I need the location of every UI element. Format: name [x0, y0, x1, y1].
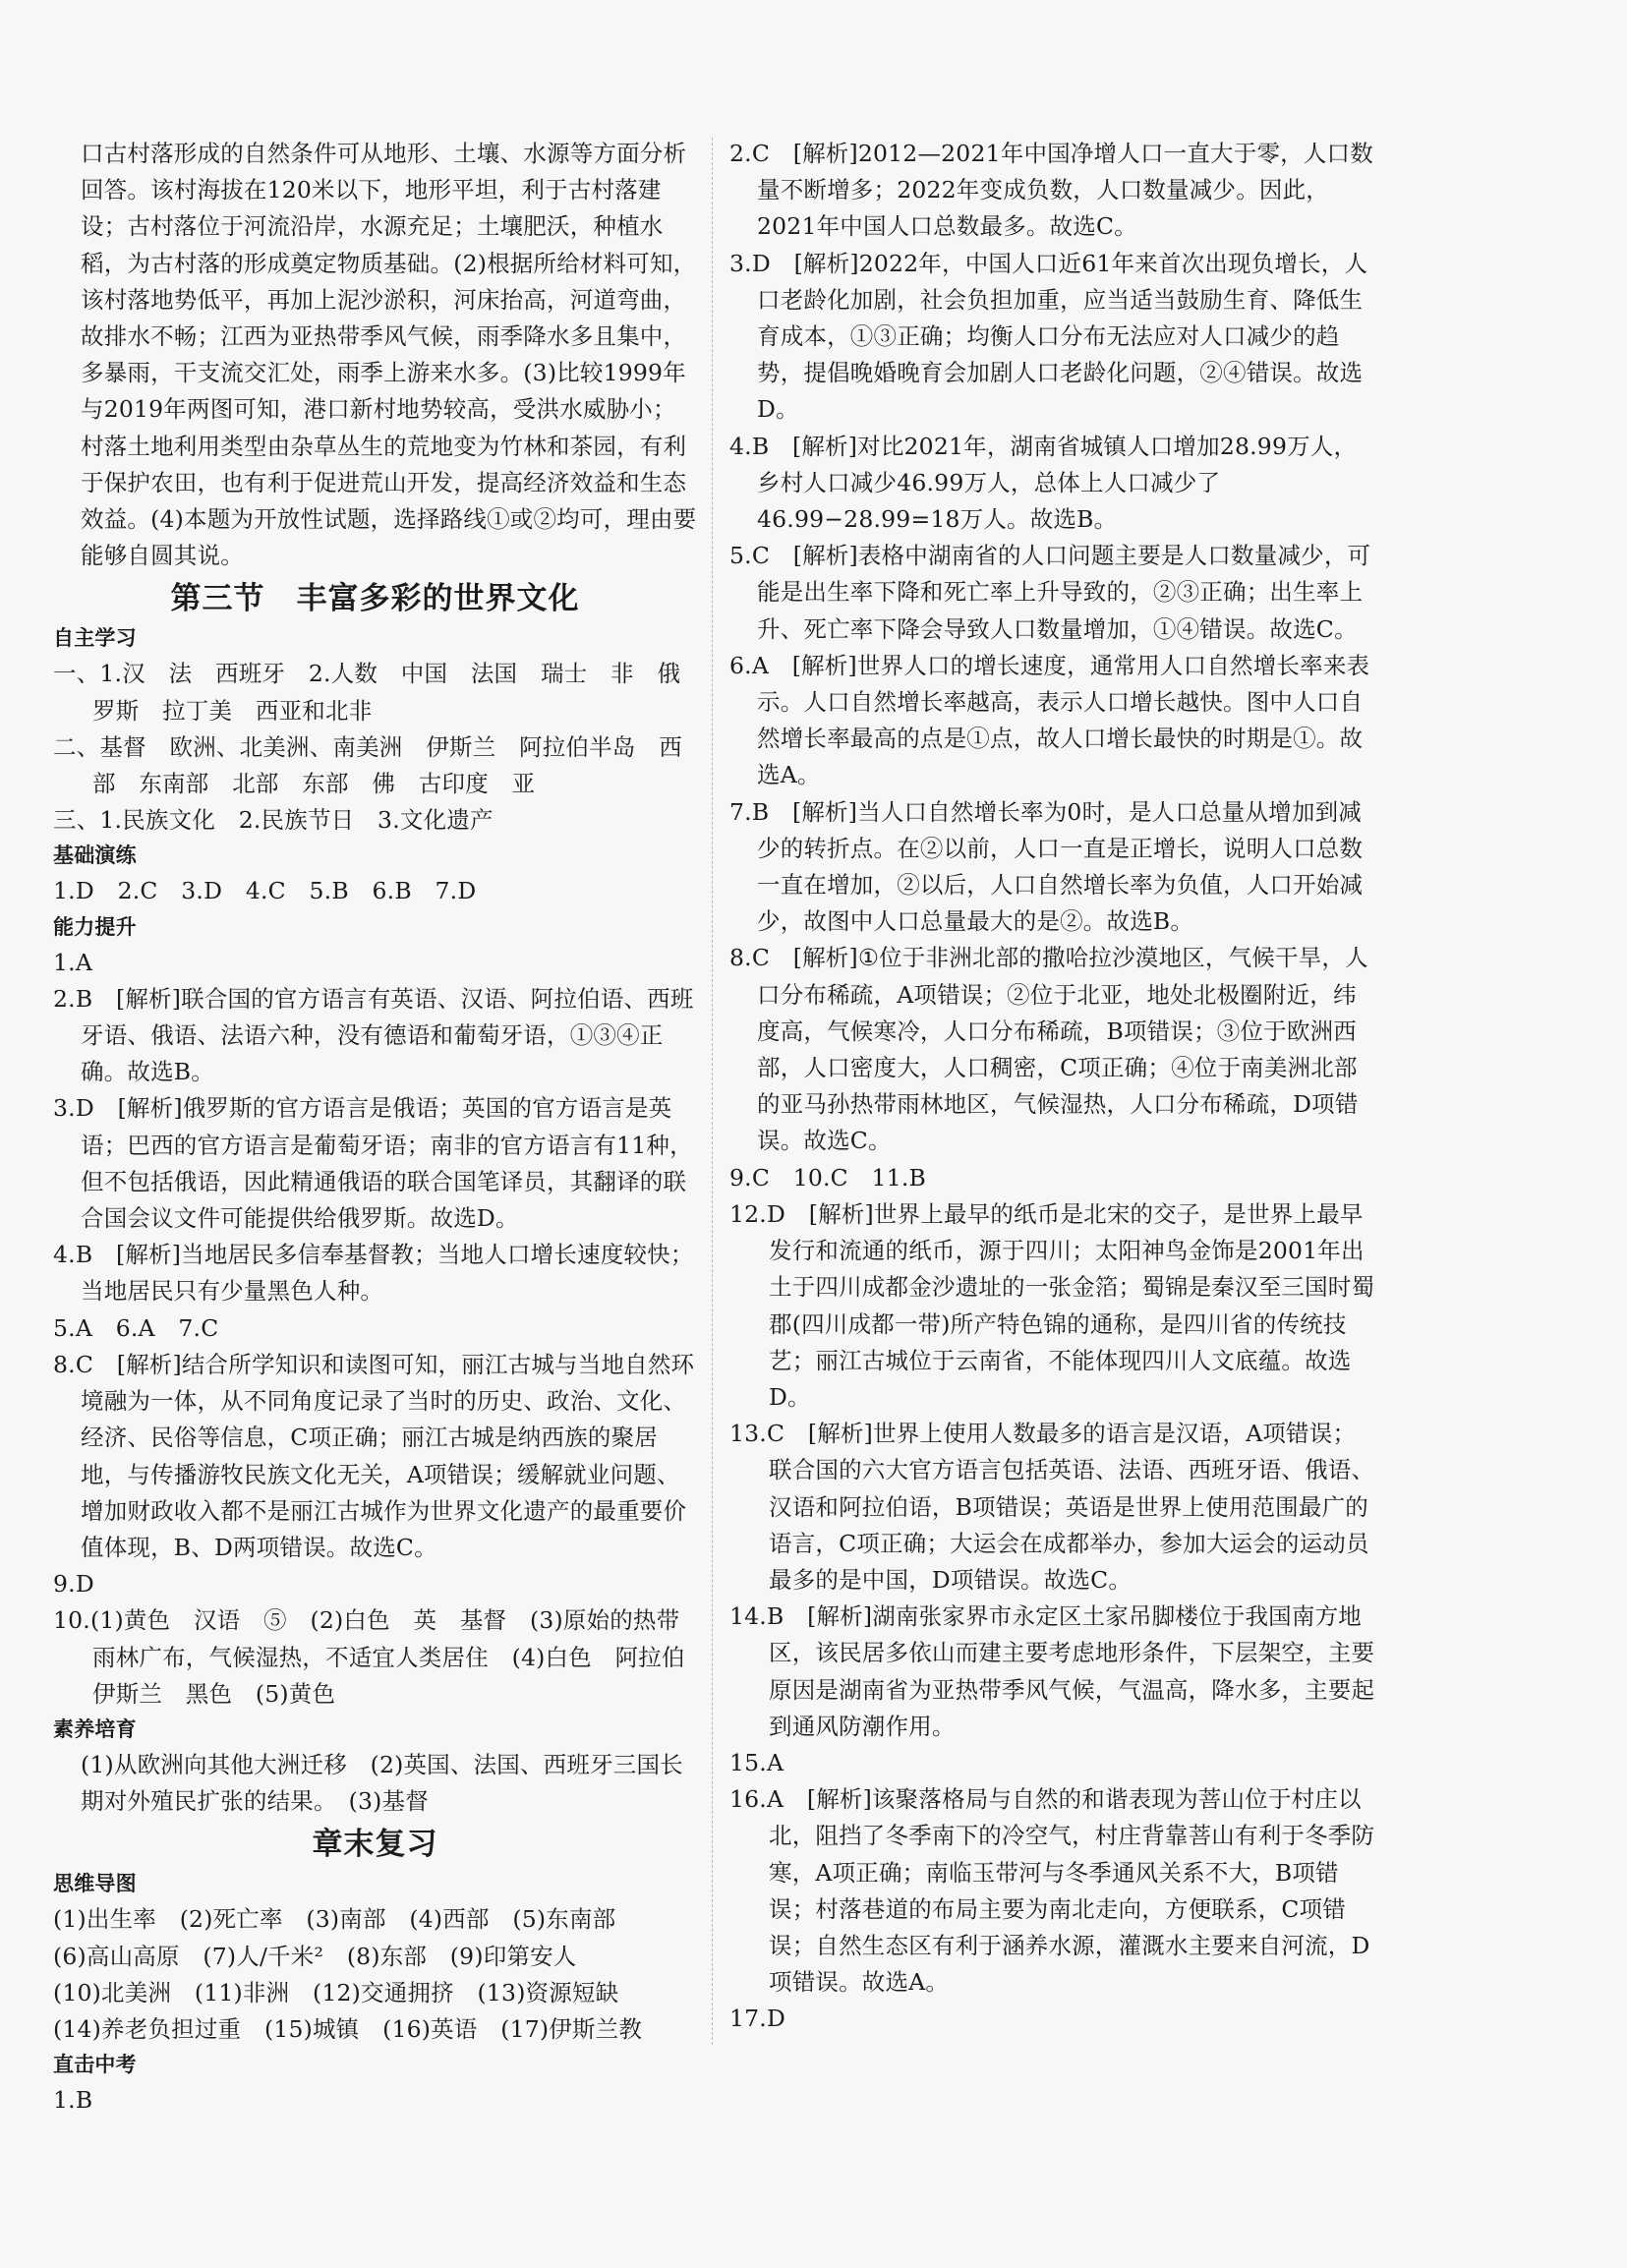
right-q16: 16.A [解析]该聚落格局与自然的和谐表现为菩山位于村庄以北，阻挡了冬季南下的冷空气，村庄背靠菩山有利于冬季防寒，A项正确；南临玉带河与冬季通风关系不大，B项错误；村落巷道的布局主要为南北走向，方便联系，C项错误；自然生态区有利于涵养水源，灌溉水主要来自河流，D项错误。故选A。	[729, 1785, 1375, 1997]
jichu-answers: 1.D 2.C 3.D 4.C 5.B 6.B 7.D	[53, 877, 477, 905]
right-q3: 3.D [解析]2022年，中国人口近61年来首次出现负增长，人口老龄化加剧，社会负担加重，应当适当鼓励生育、降低生育成本，①③正确；均衡人口分布无法应对人口减少的趋势，提倡晚婚晚育会加剧人口老龄化问题，②④错误。故选D。	[729, 249, 1368, 424]
nengli-q4: 4.B [解析]当地居民多信奉基督教；当地人口增长速度较快；当地居民只有少量黑色人种。	[53, 1241, 694, 1306]
heading-suyang: 素养培育	[53, 1716, 137, 1741]
siwei-row-1: (1)出生率 (2)死亡率 (3)南部 (4)西部 (5)东南部	[53, 1905, 616, 1934]
nengli-q1: 1.A	[53, 948, 92, 976]
zhongkao-q1: 1.B	[53, 2086, 93, 2115]
right-q15: 15.A	[729, 1748, 784, 1776]
heading-jichu: 基础演练	[53, 843, 137, 868]
nengli-q8: 8.C [解析]结合所学知识和读图可知，丽江古城与当地自然环境融为一体，从不同角度记录了当时的历史、政治、文化、经济、民俗等信息，C项正确；丽江古城是纳西族的聚居地，与传播游牧民族文化无关，A项错误；缓解就业问题、增加财政收入都不是丽江古城作为世界文化遗产的最重要价值体现，B、D两项错误。故选C。	[53, 1350, 695, 1561]
column-divider	[712, 138, 713, 2045]
siwei-row-4: (14)养老负担过重 (15)城镇 (16)英语 (17)伊斯兰教	[53, 2014, 643, 2043]
heading-siwei: 思维导图	[53, 1872, 137, 1896]
nengli-q3: 3.D [解析]俄罗斯的官方语言是俄语；英国的官方语言是英语；巴西的官方语言是葡萄牙语；南非的官方语言有11种，但不包括俄语，因此精通俄语的联合国笔译员，其翻译的联合国会议文件可能提供给俄罗斯。故选D。	[53, 1094, 693, 1233]
siwei-row-3: (10)北美洲 (11)非洲 (12)交通拥挤 (13)资源短缺	[53, 1978, 619, 2006]
heading-zizhu: 自主学习	[53, 626, 137, 651]
right-q9: 9.C 10.C 11.B	[729, 1163, 926, 1192]
zizhu-line-3: 三、1.民族文化 2.民族节日 3.文化遗产	[53, 806, 494, 835]
right-q17: 17.D	[729, 2005, 786, 2033]
nengli-q5: 5.A 6.A 7.C	[53, 1313, 219, 1342]
suyang-answer: (1)从欧洲向其他大洲迁移 (2)英国、法国、西班牙三国长期对外殖民扩张的结果。 (3)基督	[81, 1750, 683, 1816]
right-q12: 12.D [解析]世界上最早的纸币是北宋的交子，是世界上最早发行和流通的纸币，源于四川；太阳神鸟金饰是2001年出土于四川成都金沙遗址的一张金箔；蜀锦是秦汉至三国时蜀郡(四川成都一带)所产特色锦的通称，是四川省的传统技艺；丽江古城位于云南省，不能体现四川人文底蕴。故选D。	[729, 1199, 1375, 1411]
right-column	[729, 136, 1378, 2038]
right-q8: 8.C [解析]①位于非洲北部的撒哈拉沙漠地区，气候干旱，人口分布稀疏，A项错误；②位于北亚，地处北极圈附近，纬度高，气候寒冷，人口分布稀疏，B项错误；③位于欧洲西部，人口密度大，人口稠密，C项正确；④位于南美洲北部的亚马孙热带雨林地区，气候湿热，人口分布稀疏，D项错误。故选C。	[729, 944, 1368, 1155]
intro-paragraph: 口古村落形成的自然条件可从地形、土壤、水源等方面分析回答。该村海拔在120米以下，地形平坦，利于古村落建设；古村落位于河流沿岸，水源充足；土壤肥沃，种植水稻，为古村落的形成奠定物质基础。(2)根据所给材料可知，该村落地势低平，再加上泥沙淤积，河床抬高，河道弯曲，故排水不畅；江西为亚热带季风气候，雨季降水多且集中，多暴雨，干支流交汇处，雨季上游来水多。(3)比较1999年与2019年两图可知，港口新村地势较高，受洪水威胁小；村落土地利用类型由杂草丛生的荒地变为竹林和茶园，有利于保护农田，也有利于促进荒山开发，提高经济效益和生态效益。(4)本题为开放性试题，选择路线①或②均可，理由要能够自圆其说。	[81, 140, 697, 570]
nengli-q9: 9.D	[53, 1570, 94, 1599]
right-q6: 6.A [解析]世界人口的增长速度，通常用人口自然增长率来表示。人口自然增长率越高，表示人口增长越快。图中人口自然增长率最高的点是①点，故人口增长最快的时期是①。故选A。	[729, 651, 1370, 789]
zizhu-line-1: 一、1.汉 法 西班牙 2.人数 中国 法国 瑞士 非 俄罗斯 拉丁美 西亚和北非	[53, 660, 681, 725]
nengli-q2: 2.B [解析]联合国的官方语言有英语、汉语、阿拉伯语、西班牙语、俄语、法语六种，没有德语和葡萄牙语，①③④正确。故选B。	[53, 984, 694, 1086]
right-q2: 2.C [解析]2012—2021年中国净增人口一直大于零，人口数量不断增多；2022年变成负数，人口数量减少。因此，2021年中国人口总数最多。故选C。	[729, 140, 1373, 241]
right-q7: 7.B [解析]当人口自然增长率为0时，是人口总量从增加到减少的转折点。在②以前，人口一直是正增长，说明人口总数一直在增加，②以后，人口自然增长率为负值，人口开始减少，故图中人口总量最大的是②。故选B。	[729, 797, 1364, 936]
heading-nengli: 能力提升	[53, 914, 137, 939]
heading-zhongkao: 直击中考	[53, 2053, 137, 2077]
right-q13: 13.C [解析]世界上使用人数最多的语言是汉语，A项错误；联合国的六大官方语言包括英语、法语、西班牙语、俄语、汉语和阿拉伯语，B项错误；英语是世界上使用范围最广的语言，C项正确；大运会在成都举办，参加大运会的运动员最多的是中国，D项错误。故选C。	[729, 1420, 1375, 1594]
right-q5: 5.C [解析]表格中湖南省的人口问题主要是人口数量减少，可能是出生率下降和死亡率上升导致的，②③正确；出生率上升、死亡率下降会导致人口数量增加，①④错误。故选C。	[729, 542, 1371, 643]
chapter-review-title: 章末复习	[312, 1827, 438, 1863]
section-title: 第三节 丰富多彩的世界文化	[170, 581, 580, 617]
siwei-row-2: (6)高山高原 (7)人/千米² (8)东部 (9)印第安人	[53, 1942, 577, 1970]
right-q14: 14.B [解析]湖南张家界市永定区土家吊脚楼位于我国南方地区，该民居多依山而建主要考虑地形条件，下层架空，主要原因是湖南省为亚热带季风气候，气温高，降水多，主要起到通风防潮作用。	[729, 1602, 1375, 1740]
left-column	[53, 136, 709, 2119]
nengli-q10: 10.(1)黄色 汉语 ⑤ (2)白色 英 基督 (3)原始的热带雨林广布，气候湿热，不适宜人类居住 (4)白色 阿拉伯 伊斯兰 黑色 (5)黄色	[53, 1606, 709, 1708]
zizhu-line-2: 二、基督 欧洲、北美洲、南美洲 伊斯兰 阿拉伯半岛 西部 东南部 北部 东部 佛 古印度 亚	[53, 732, 682, 798]
right-q4: 4.B [解析]对比2021年，湖南省城镇人口增加28.99万人，乡村人口减少46.99万人，总体上人口减少了46.99−28.99=18万人。故选B。	[729, 432, 1358, 534]
